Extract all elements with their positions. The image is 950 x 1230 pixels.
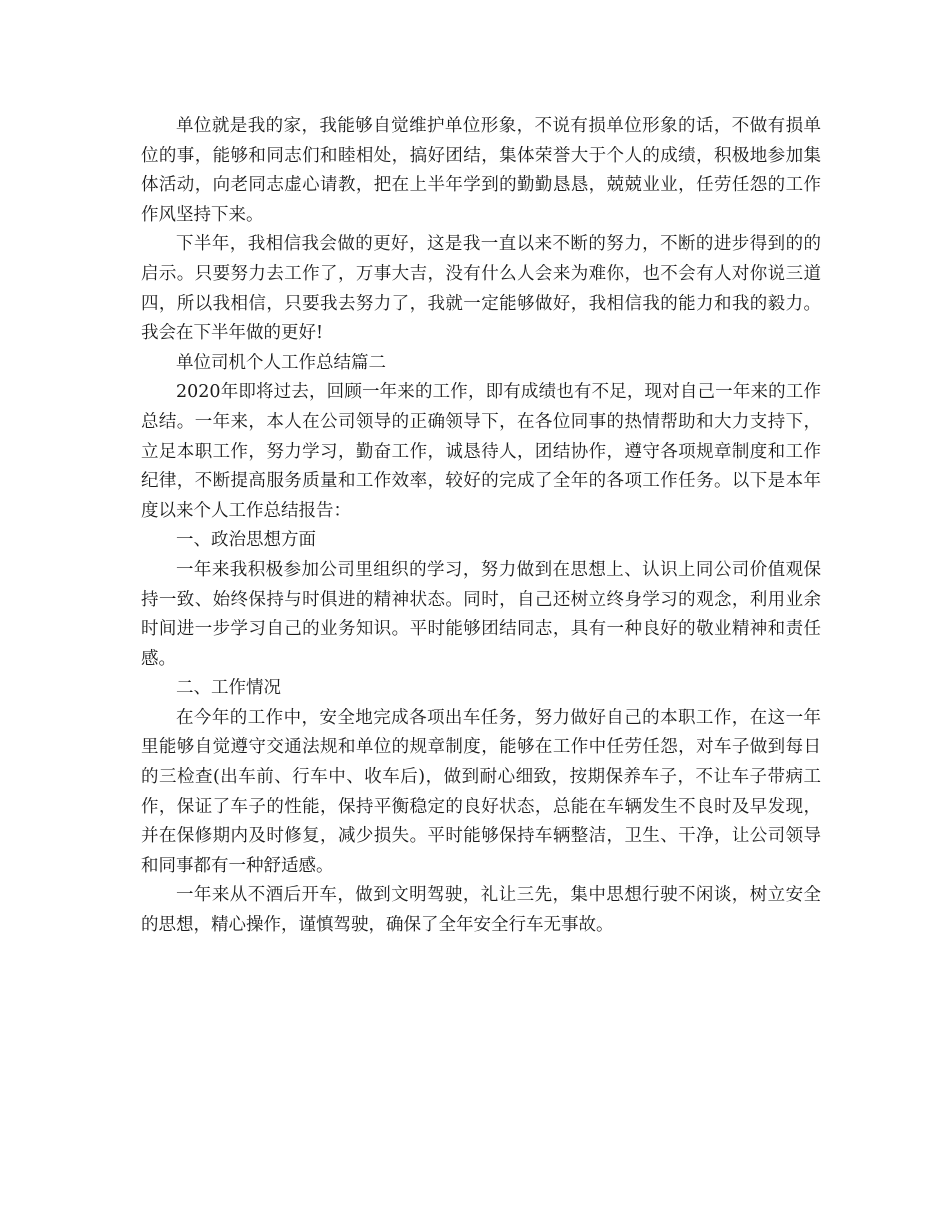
- section-title: 单位司机个人工作总结篇二: [176, 352, 386, 373]
- section-heading: 一、政治思想方面: [176, 530, 316, 551]
- paragraph: 在今年的工作中，安全地完成各项出车任务，努力做好自己的本职工作，在这一年里能够自觉遵守交通法规和单位的规章制度，能够在工作中任劳任怨，对车子做到每日的三检查(出车前、行车中、收车后)，做到耐心细致，按期保养车子，不让车子带病工作，保证了车子的性能，保持平衡稳定的良好状态，总能在车辆发生不良时及早发现，并在保修期内及时修复，减少损失。平时能够保持车辆整洁，卫生、干净，让公司领导和同事都有一种舒适感。: [141, 707, 821, 876]
- section-heading: 二、工作情况: [176, 678, 281, 699]
- paragraph: 2020年即将过去，回顾一年来的工作，即有成绩也有不足，现对自己一年来的工作总结。一年来，本人在公司领导的正确领导下，在各位同事的热情帮助和大力支持下，立足本职工作，努力学习，勤奋工作，诚恳待人，团结协作，遵守各项规章制度和工作纪律，不断提高服务质量和工作效率，较好的完成了全年的各项工作任务。以下是本年度以来个人工作总结报告：: [141, 382, 821, 521]
- paragraph: 下半年，我相信我会做的更好，这是我一直以来不断的努力，不断的进步得到的的启示。只要努力去工作了，万事大吉，没有什么人会来为难你，也不会有人对你说三道四，所以我相信，只要我去努力了，我就一定能够做好，我相信我的能力和我的毅力。我会在下半年做的更好!: [141, 234, 821, 344]
- paragraph: 一年来我积极参加公司里组织的学习，努力做到在思想上、认识上同公司价值观保持一致、始终保持与时俱进的精神状态。同时，自己还树立终身学习的观念，利用业余时间进一步学习自己的业务知识。平时能够团结同志，具有一种良好的敬业精神和责任感。: [141, 559, 821, 669]
- paragraph: 一年来从不酒后开车，做到文明驾驶，礼让三先，集中思想行驶不闲谈，树立安全的思想，精心操作，谨慎驾驶，确保了全年安全行车无事故。: [141, 885, 821, 936]
- paragraph: 单位就是我的家，我能够自觉维护单位形象，不说有损单位形象的话，不做有损单位的事，能够和同志们和睦相处，搞好团结，集体荣誉大于个人的成绩，积极地参加集体活动，向老同志虚心请教，把在上半年学到的勤勤恳恳，兢兢业业，任劳任怨的工作作风坚持下来。: [141, 116, 821, 225]
- document-body: [141, 112, 821, 941]
